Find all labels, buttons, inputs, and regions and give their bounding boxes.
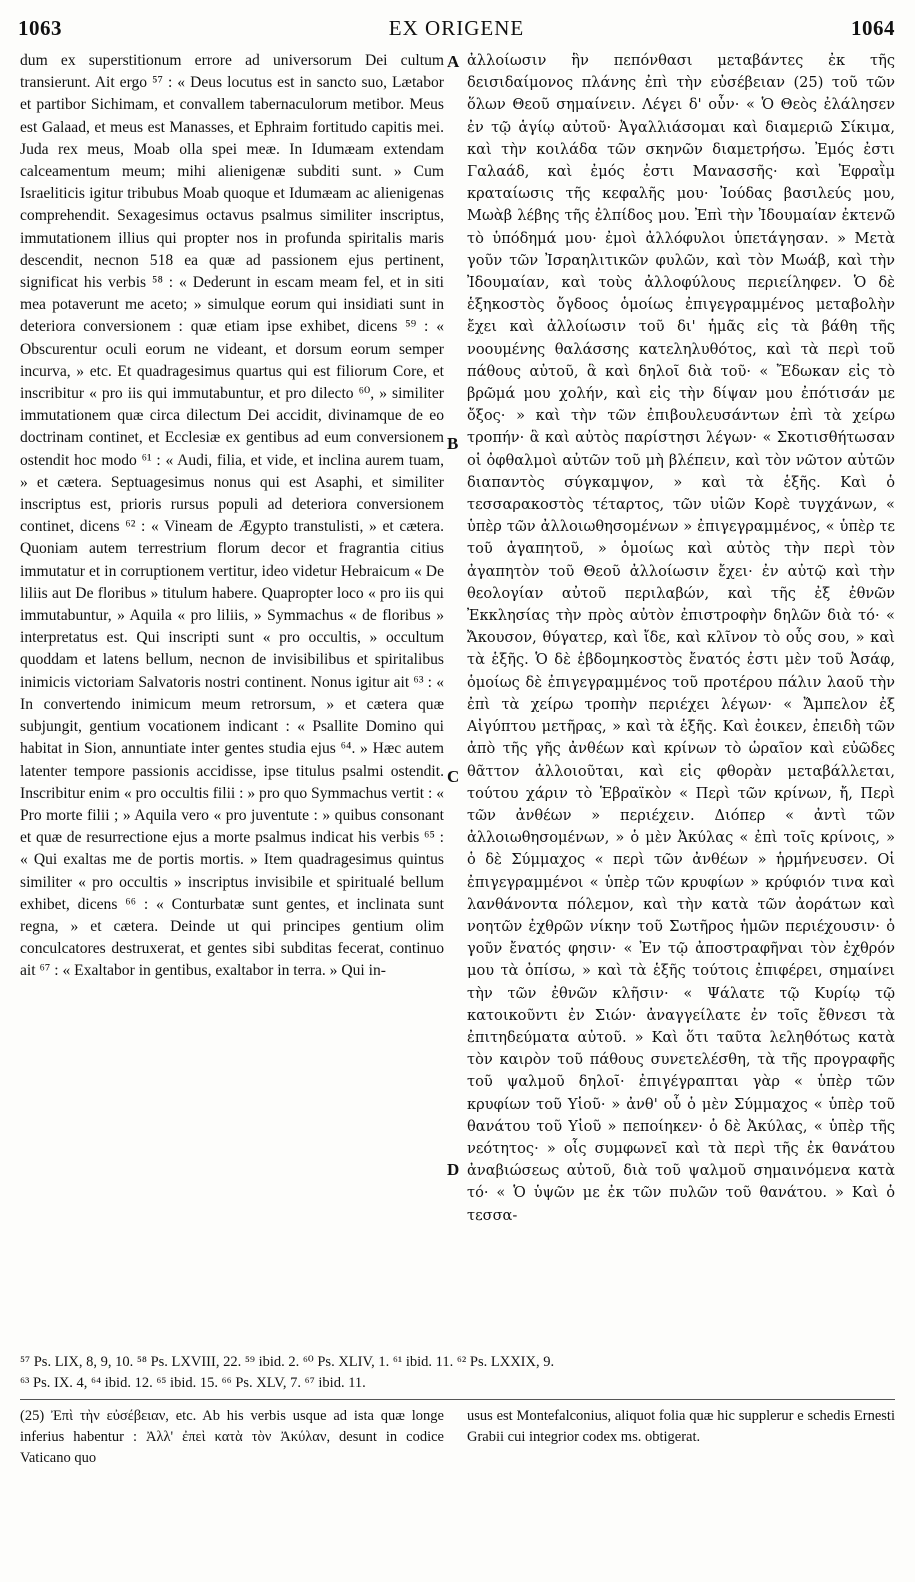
left-page-number: 1063 <box>18 16 62 40</box>
footnote-line-1: ⁵⁷ Ps. LIX, 8, 9, 10. ⁵⁸ Ps. LXVIII, 22. ⁵⁹ ibid. 2. ⁶⁰ Ps. XLIV, 1. ⁶¹ ibid. 11. ⁶² Ps. LXXIX, 9. <box>20 1354 555 1370</box>
margin-marker-a: A <box>447 52 460 71</box>
footnote-line-2: ⁶³ Ps. IX. 4, ⁶⁴ ibid. 12. ⁶⁵ ibid. 15. ⁶⁶ Ps. XLV, 7. ⁶⁷ ibid. 11. <box>20 1375 366 1391</box>
latin-text: dum ex superstitionum errore ad universorum Dei cultum transierunt. Ait ergo ⁵⁷ : « Deus locutus est in sancto suo, Lætabor et partibor Sichimam, et convallem tabernaculorum metibor. Meus est Galaad, et meus est Manasses, et Ephraim fortitudo capitis mei. Juda rex meus, Moab olla spei meæ. In Idumæam extendam calceamentum meum; mihi alienigenæ subditi sunt. » Cum Israeliticis igitur tribubus Moab quoque et Idumæam ac alienigenas comprehendit. Sexagesimus octavus psalmus similiter inscriptus, immutationem illius qui propter nos in profunda spiritalis maris descendit, necnon 518 ea quæ ad passionem ejus pertinent, significat his verbis ⁵⁸ : « Dederunt in escam meam fel, et in siti mea potaverunt me aceto; » simulque eorum qui insidiati sunt in deteriora conversionem : quæ etiam ipse exhibet, dicens ⁵⁹ : « Obscurentur oculi eorum ne videant, et dorsum eorum semper incurva, » etc. Et quadragesimus quartus qui est filiorum Core, et inscribitur « pro iis qui immutabuntur, et pro dilecto ⁶⁰, » similiter immutationem quæ circa dilectum Dei accidit, divinamque de eo doctrinam continet, et Ecclesiæ ex gentibus ad eum conversionem ostendit hoc modo ⁶¹ : « Audi, filia, et vide, et inclina aurem tuam, » et cætera. Septuagesimus nonus qui est Asaphi, et similiter inscriptus est, prioris rursus populi ad deteriora conversionem continet, dicens ⁶² : « Vineam de Ægypto transtulisti, » et cætera. Quoniam autem terrestrium florum decor et fragrantia citius immutatur et in corruptionem vertitur, ideo videtur Hebraicum « De liliis aut De floribus » titulum habere. Quapropter loco « pro iis qui immutabuntur, » Aquila « pro liliis, » Symmachus « de floribus » interpretatus est. Qui inscripti sunt « pro occultis, » occultum quoddam et latens bellum, necnon de invisibilibus et spiritalibus inimicis victoriam Salvatoris nostri continent. Nonus igitur ait ⁶³ : « In convertendo inimicum meum retrorsum, » et cætera quæ subjungit, gentium vocationem indicant : « Psallite Domino qui habitat in Sion, annuntiate inter gentes studia ejus ⁶⁴. » Hæc autem latenter tempore passionis accidisse, ipse titulus psalmi ostendit. Inscribitur enim « pro occultis filii : » pro quo Symmachus vertit : « Pro morte filii ; » Aquila vero « pro juventute : » quibus consonant et quæ de resurrectione ejus a morte psalmus indicat his verbis ⁶⁵ : « Qui exaltas me de portis mortis. » Item quadragesimus quintus similiter « pro occultis » inscriptus invisibile et spiritualé bellum exhibet, dicens ⁶⁶ : « Conturbatæ sunt gentes, et inclinata sunt regna, » et cætera. Deinde ut qui principes gentium olim conculcatores destruxerat, et gentes sibi subditas fecerat, continuo ait ⁶⁷ : « Exaltabor in gentibus, exaltabor in terra. » Qui in- <box>20 52 445 980</box>
margin-marker-b: B <box>447 434 459 453</box>
editor-note-right <box>467 1406 895 1448</box>
running-title: EX ORIGENE <box>388 16 525 40</box>
editor-note-left-text: (25) Ἐπὶ τὴν εὐσέβειαν, etc. Ab his verbis usque ad ista quæ longe inferius habentur : Ἀλλ' ἐπεὶ κατὰ τὸν Ἀκύλαν, desunt in codice Vaticano quo <box>20 1408 444 1466</box>
margin-marker-d: D <box>447 1160 460 1179</box>
footnote-divider <box>20 1399 895 1400</box>
editor-note-right-text: usus est Montefalconius, aliquot folia quæ hic supplerur e schedis Ernesti Grabii cui integrior codex ms. obtigerat. <box>467 1408 895 1445</box>
page-header <box>18 16 895 42</box>
greek-column <box>467 50 895 1227</box>
greek-text: ἀλλοίωσιν ἣν πεπόνθασι μεταβάντες ἐκ τῆς δεισιδαίμονος πλάνης ἐπὶ τὴν εὐσέβειαν (25) τοῦ τῶν ὅλων Θεοῦ σημαίνειν. Λέγει δ' οὖν· « Ὁ Θεὸς ἐλάλησεν ἐν τῷ ἁγίῳ αὐτοῦ· Ἀγαλλιάσομαι καὶ διαμεριῶ Σίκιμα, καὶ τὴν κοιλάδα τῶν σκηνῶν διαμετρήσω. Ἐμός ἐστι Γαλαάδ, καὶ ἐμός ἐστι Μανασσῆς· καὶ Ἐφραῒμ κραταίωσις τῆς κεφαλῆς μου· Ἰούδας βασιλεύς μου, Μωὰβ λέβης τῆς ἐλπίδος μου. Ἐπὶ τὴν Ἰδουμαίαν ἐκτενῶ τὸ ὑπόδημά μου· ἐμοὶ ἀλλόφυλοι ὑπετάγησαν. » Μετὰ γοῦν τῶν Ἰσραηλιτικῶν φυλῶν, καὶ τὸν Μωάβ, καὶ τὴν Ἰδουμαίαν, καὶ τοὺς ἀλλοφύλους περιείληφεν. Ὁ δὲ ἑξηκοστὸς ὄγδοος ὁμοίως ἐπιγεγραμμένος μεταβολὴν ἔχει καὶ ἀλλοίωσιν τοῦ δι' ἡμᾶς εἰς τὰ βάθη τῆς νοουμένης θαλάσσης κατεληλυθότος, καὶ τὰ περὶ τοῦ πάθους αὐτοῦ, ἃ καὶ δηλοῖ διὰ τοῦ· « Ἔδωκαν εἰς τὸ βρῶμά μου χολήν, καὶ εἰς τὴν δίψαν μου ἐπότισάν με ὄξος· » καὶ τὴν τῶν ἐπιβουλευσάντων ἐπὶ τὰ χείρω τροπήν· ἃ καὶ αὐτὸς παρίστησι λέγων· « Σκοτισθήτωσαν οἱ ὀφθαλμοὶ αὐτῶν τοῦ μὴ βλέπειν, καὶ τὸν νῶτον αὐτῶν διαπαντὸς σύγκαμψον, » καὶ τὰ ἑξῆς. Καὶ ὁ τεσσαρακοστὸς τέταρτος, τῶν υἱῶν Κορὲ τυγχάνων, « ὑπὲρ τῶν ἀλλοιωθησομένων » ἐπιγεγραμμένος, « ὑπὲρ τε τοῦ ἀγαπητοῦ, » ὁμοίως καὶ αὐτὸς τὴν περὶ τὸν ἀγαπητὸν τοῦ Θεοῦ ἀλλοίωσιν ἔχει· ἐν αὐτῷ καὶ τὴν θεολογίαν αὐτοῦ περιλαβών, καὶ τῆς ἐξ ἐθνῶν Ἐκκλησίας τὴν πρὸς αὐτὸν ἐπιστροφὴν δηλῶν διὰ τό· « Ἄκουσον, θύγατερ, καὶ ἴδε, καὶ κλῖνον τὸ οὖς σου, » καὶ τὰ ἑξῆς. Ὁ δὲ ἑβδομηκοστὸς ἔνατός ἐστι μὲν τοῦ Ἀσάφ, ὁμοίως δὲ ἐπιγεγραμμένος τοῦ προτέρου πάλιν λαοῦ τὴν ἐπὶ τὰ χείρω τροπὴν περιέχει λέγων· « Ἄμπελον ἐξ Αἰγύπτου μετῆρας, » καὶ τὰ ἑξῆς. Καὶ ἐοικεν, ἐπειδὴ τῶν ἀπὸ τῆς γῆς ἀνθέων καὶ κρίνων τὸ ὡραῖον καὶ εὐῶδες θᾶττον ἀλλοιοῦται, καὶ εἰς φθορὰν μεταβάλλεται, τούτου χάριν τὸ Ἑβραϊκὸν « Περὶ τῶν κρίνων, ἤ, Περὶ τῶν ἀνθέων » περιέχειν. Διόπερ « ἀντὶ τῶν ἀλλοιωθησομένων, » ὁ μὲν Ἀκύλας « ἐπὶ τοῖς κρίνοις, » ὁ δὲ Σύμμαχος « περὶ τῶν ἀνθέων » ἡρμήνευσεν. Οἱ ἐπιγεγραμμένοι « ὑπὲρ τῶν κρυφίων » κρύφιόν τινα καὶ λανθάνοντα πόλεμον, καὶ τὴν κατὰ τῶν ἀοράτων καὶ νοητῶν ἐχθρῶν νίκην τοῦ Σωτῆρος ἡμῶν περιέχουσιν· ὁ γοῦν ἔνατός φησιν· « Ἐν τῷ ἀποστραφῆναι τὸν ἐχθρόν μου τὰ ὀπίσω, » καὶ τὰ ἑξῆς τούτοις ἐπιφέρει, σημαίνει τὴν τῶν ἐθνῶν κλῆσιν· « Ψάλατε τῷ Κυρίῳ τῷ κατοικοῦντι ἐν Σιών· ἀναγγείλατε ἐν τοῖς ἔθνεσι τὰ ἐπιτηδεύματα αὐτοῦ. » Καὶ ὅτι ταῦτα λεληθότως κατὰ τὸν καιρὸν τοῦ πάθους συνετελέσθη, τὰ τῆς προγραφῆς τοῦ ψαλμοῦ δηλοῖ· ἐπιγέγραπται γὰρ « ὑπὲρ τῶν κρυφίων τοῦ Υἱοῦ· » ἀνθ' οὗ ὁ μὲν Σύμμαχος « ὑπὲρ τοῦ θανάτου τοῦ Υἱοῦ » πεποίηκεν· ὁ δὲ Ἀκύλας, « ὑπὲρ τῆς νεότητος· » οἷς συμφωνεῖ καὶ τὰ περὶ τῆς ἐκ θανάτου ἀναβιώσεως αὐτοῦ, διὰ τοῦ ψαλμοῦ σημαινόμενα κατὰ τό· « Ὁ ὑψῶν με ἐκ τῶν πυλῶν τοῦ θανάτου. » Καὶ ὁ τεσσα- <box>467 52 895 1224</box>
margin-marker-c: C <box>447 767 460 786</box>
footnotes <box>20 1352 895 1394</box>
editor-note-left <box>20 1406 444 1469</box>
right-page-number: 1064 <box>851 16 895 40</box>
latin-column <box>20 50 444 983</box>
